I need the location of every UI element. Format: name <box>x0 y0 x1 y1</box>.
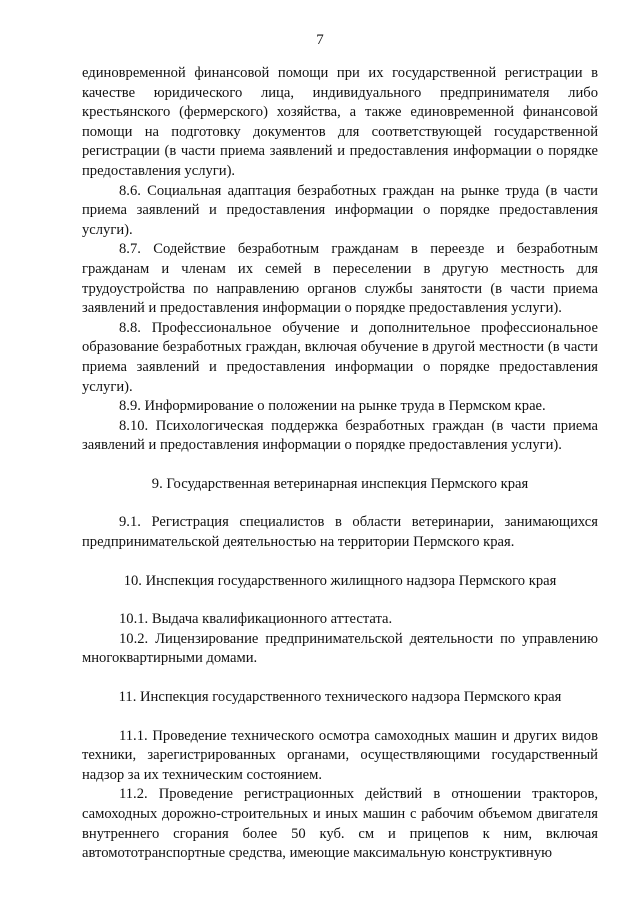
paragraph-8-10: 8.10. Психологическая поддержка безработных граждан (в части приема заявлений и предоставления информации о порядке предоставления услуги). <box>82 417 598 454</box>
paragraph-10-2: 10.2. Лицензирование предпринимательской деятельности по управлению многоквартирными домами. <box>82 630 598 667</box>
paragraph-10-1: 10.1. Выдача квалификационного аттестата. <box>119 611 393 628</box>
paragraph-8-7: 8.7. Содействие безработным гражданам в переезде и безработным гражданам и членам их семей в переселении в другую местность для трудоустройства по направлению органов службы занятости (в части приема заявлений и предоставления информации о порядке предоставления услуги). <box>82 241 598 317</box>
paragraph-8-6: 8.6. Социальная адаптация безработных граждан на рынке труда (в части приема заявлений и предоставления информации о порядке предоставления услуги). <box>82 182 598 238</box>
document-body <box>82 64 598 864</box>
paragraph-8-8: 8.8. Профессиональное обучение и дополнительное профессиональное образование безработных граждан, включая обучение в другой местности (в части приема заявлений и предоставления информации о порядке предоставления услуги). <box>82 319 598 395</box>
section-heading-10: 10. Инспекция государственного жилищного надзора Пермского края <box>123 572 557 589</box>
paragraph-intro: единовременной финансовой помощи при их государственной регистрации в качестве юридического лица, индивидуального предпринимателя либо крестьянского (фермерского) хозяйства, а также единовременной финансовой помощи на подготовку документов для соответствующей государственной регистрации (в части приема заявлений и предоставления информации о порядке предоставления услуги). <box>82 65 598 179</box>
paragraph-9-1: 9.1. Регистрация специалистов в области ветеринарии, занимающихся предпринимательской деятельностью на территории Пермского края. <box>82 514 598 551</box>
paragraph-11-2: 11.2. Проведение регистрационных действий в отношении тракторов, самоходных дорожно-строительных и иных машин с рабочим объемом двигателя внутреннего сгорания более 50 куб. см и прицепов к ним, включая автомототранспортные средства, имеющие максимальную конструктивную <box>82 786 598 862</box>
section-heading-11: 11. Инспекция государственного технического надзора Пермского края <box>118 689 562 706</box>
paragraph-8-9: 8.9. Информирование о положении на рынке труда в Пермском крае. <box>119 398 546 415</box>
page-number: 7 <box>316 32 324 48</box>
section-heading-9: 9. Государственная ветеринарная инспекция Пермского края <box>151 475 529 492</box>
paragraph-11-1: 11.1. Проведение технического осмотра самоходных машин и других видов техники, зарегистрированных органами, осуществляющими государственный надзор за их техническим состоянием. <box>82 727 598 783</box>
